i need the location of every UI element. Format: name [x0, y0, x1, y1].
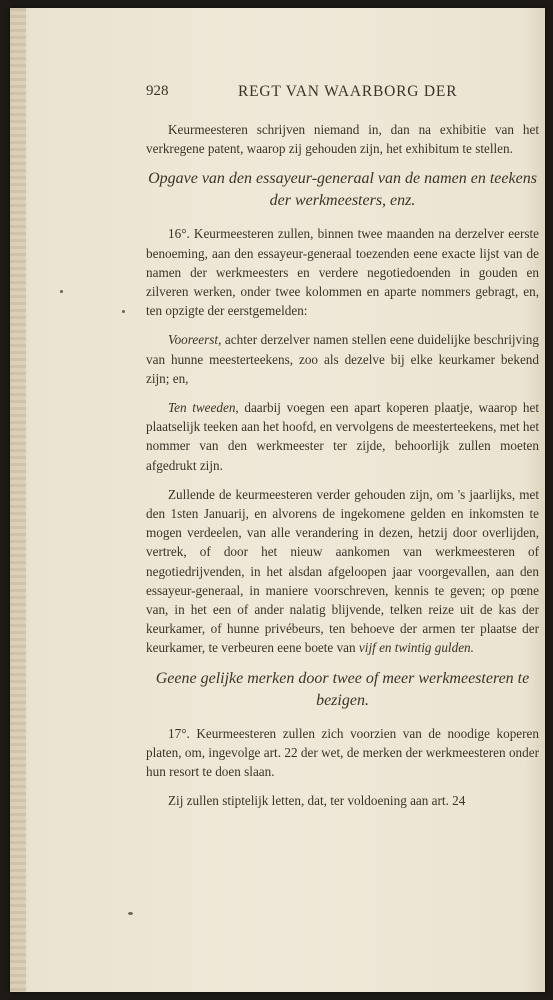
page-body: [146, 120, 539, 810]
section-heading-opgave: Opgave van den essayeur-generaal van de namen en teekens der werkmeesters, enz.: [148, 170, 537, 210]
paragraph-ten-tweeden: [146, 398, 539, 475]
paragraph-exhibitie: Keurmeesteren schrijven niemand in, dan na exhibitie van het verkregene patent, waarop zij gehouden zijn, het exhibitum te stellen.: [146, 122, 539, 157]
paragraph-article-16: 16°. Keurmeesteren zullen, binnen twee maanden na derzelver eerste benoeming, aan den essayeur-generaal toezenden eene exacte lijst van de namen der werkmeesters en verdere negotiedoenden in gouden en zilveren werken, onder twee kolommen en aparte nommers gebragt, en, ten opzigte der eerstgemelden:: [146, 226, 539, 319]
running-header: [146, 83, 539, 109]
page-number: 928: [146, 83, 169, 99]
book-page: [10, 8, 545, 992]
paragraph-zullende: [146, 485, 539, 658]
boete-amount: vijf en twintig gulden.: [358, 640, 474, 656]
section-heading-geene: Geene gelijke merken door twee of meer werkmeesteren te bezigen.: [155, 669, 530, 709]
paper-speck: [128, 912, 133, 915]
zullende-text: Zullende de keurmeesteren verder gehouden zijn, om 's jaarlijks, met den 1sten Januarij, en alvorens de ingekomene gelden en inkomsten te mogen verdeelen, van alle verandering in dezen, hetzij door overlijden, vertrek, of door het nieuw aankomen van werkmeesteren of negotiedrijvenden, in het alsdan afgeloopen jaar voorgevallen, aan den essayeur-generaal, in maniere voorschreven, kennis te geven; op pœne van, in het een of ander nalatig blijvende, telken reize uit de kas der keurkamer, of hunne privébeurs, ten behoeve der armen ter plaatse der keurkamer, te verbeuren eene boete van: [146, 486, 539, 656]
vooreerst-lead: Vooreerst: [168, 332, 219, 348]
paragraph-stiptelijk: Zij zullen stiptelijk letten, dat, ter voldoening aan art. 24: [168, 793, 466, 809]
vooreerst-text: , achter derzelver namen stellen eene duidelijke beschrijving van hunne meesterteekens, zoo als dezelve bij elke keurkamer bekend zijn; en,: [146, 332, 539, 386]
running-title: REGT VAN WAARBORG DER: [238, 83, 458, 100]
paragraph-article-17: 17°. Keurmeesteren zullen zich voorzien van de noodige koperen platen, om, ingevolge art. 22 der wet, de merken der werkmeesteren onder hun resort te doen slaan.: [146, 725, 539, 780]
paragraph-vooreerst: [146, 330, 539, 388]
page-spine-shadow: [10, 8, 26, 992]
ten-tweeden-text: , daarbij voegen een apart koperen plaatje, waarop het plaatselijk teeken aan het hoofd, en vervolgens de meesterteekens, met het nommer van den werkmeester ter zijde, behoorlijk zullen moeten afgedrukt zijn.: [146, 400, 540, 473]
paper-speck: [122, 310, 125, 313]
ten-tweeden-lead: Ten tweeden: [168, 400, 236, 416]
paper-speck: [60, 290, 63, 293]
